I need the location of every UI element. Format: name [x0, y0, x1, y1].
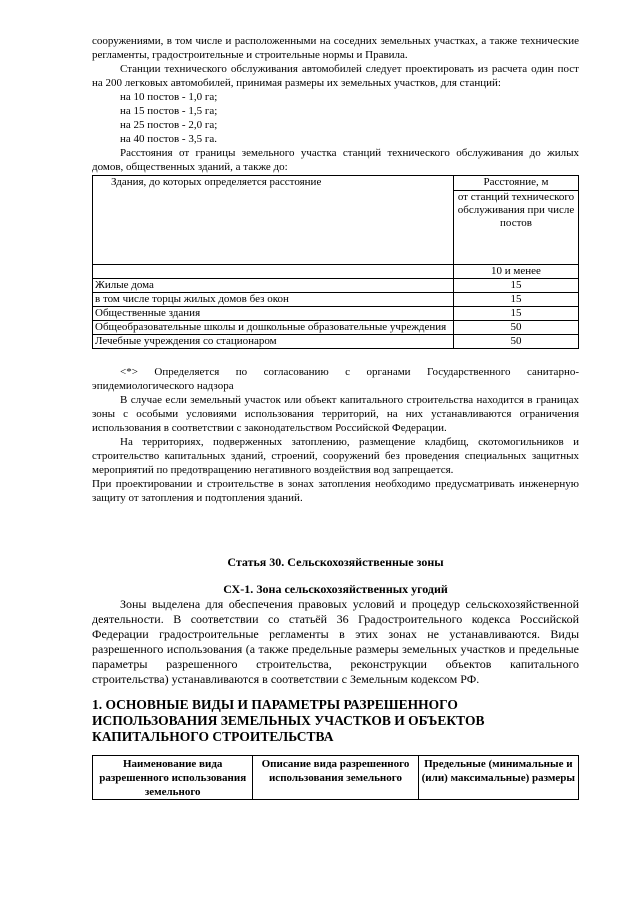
intro-continuation: сооружениями, в том числе и расположенными на соседних земельных участках, а также технические регламенты, градостроительные и строительные нормы и Правила. [92, 35, 579, 61]
distance-table-col1-header: Здания, до которых определяется расстояние [93, 176, 454, 265]
uses-table-header-description: Описание вида разрешенного использования земельного [253, 756, 418, 800]
special-zone-paragraph: В случае если земельный участок или объект капитального строительства находится в границах зоны с особыми условиями использования территорий, на них устанавливаются ограничения использования в соответствии с законодательством Российской Федерации. [92, 394, 579, 434]
table-row: Общеобразовательные школы и дошкольные образовательные учреждения 50 [93, 321, 579, 335]
list-item: на 25 постов - 2,0 га; [120, 119, 218, 131]
zone-description: Зоны выделена для обеспечения правовых условий и процедур сельскохозяйственной деятельности. В соответствии со статьёй 36 Градостроительного кодекса Российской Федерации градостроительные регламенты в этих зонах не устанавливаются. Виды разрешенного использования (а также предельные размеры земельных участков и предельные параметры разрешенного строительства, реконструкции объектов капитального строительства) устанавливаются в соответствии с Земельным кодексом РФ. [92, 597, 579, 686]
list-item: на 10 постов - 1,0 га; [120, 91, 218, 103]
distance-table-col2-header: Расстояние, м [454, 176, 579, 191]
footnote: <*> Определяется по согласованию с органами Государственного санитарно-эпидемиологического надзора [92, 366, 579, 392]
uses-table-header-limits: Предельные (минимальные и (или) максимальные) размеры [418, 756, 578, 800]
list-item: на 15 постов - 1,5 га; [120, 105, 218, 117]
flood-design-paragraph: При проектировании и строительстве в зонах затопления необходимо предусматривать инженерную защиту от затопления и подтопления зданий. [92, 478, 579, 504]
list-item: на 40 постов - 3,5 га. [120, 133, 217, 145]
distance-table [92, 175, 579, 349]
distance-table-col2-subheader: от станций технического обслуживания при числе постов [454, 191, 579, 265]
table-row: Лечебные учреждения со стационаром 50 [93, 335, 579, 349]
sto-paragraph: Станции технического обслуживания автомобилей следует проектировать из расчета один пост на 200 легковых автомобилей, принимая размеры их земельных участков, для станций: [92, 63, 579, 89]
uses-table-header-name: Наименование вида разрешенного использования земельного [93, 756, 253, 800]
table-row: Жилые дома 15 [93, 279, 579, 293]
uses-table [92, 755, 579, 800]
distance-table-posts: 10 и менее [454, 265, 579, 279]
posts-list [92, 90, 579, 146]
flood-paragraph: На территориях, подверженных затоплению, размещение кладбищ, скотомогильников и строительство капитальных зданий, строений, сооружений без проведения специальных защитных мероприятий по предотвращению негативного воздействия вод запрещается. [92, 436, 579, 476]
distance-paragraph: Расстояния от границы земельного участка станций технического обслуживания до жилых домов, общественных зданий, а также до: [92, 147, 579, 173]
section-heading: 1. ОСНОВНЫЕ ВИДЫ И ПАРАМЕТРЫ РАЗРЕШЕННОГО ИСПОЛЬЗОВАНИЯ ЗЕМЕЛЬНЫХ УЧАСТКОВ И ОБЪЕКТОВ КАПИТАЛЬНОГО СТРОИТЕЛЬСТВА [92, 697, 485, 744]
table-row: Общественные здания 15 [93, 307, 579, 321]
uses-table-header [93, 756, 579, 800]
zone-title: СХ-1. Зона сельскохозяйственных угодий [223, 582, 448, 596]
table-row: в том числе торцы жилых домов без окон 15 [93, 293, 579, 307]
document-page [92, 34, 579, 800]
article-title: Статья 30. Сельскохозяйственные зоны [227, 555, 444, 569]
